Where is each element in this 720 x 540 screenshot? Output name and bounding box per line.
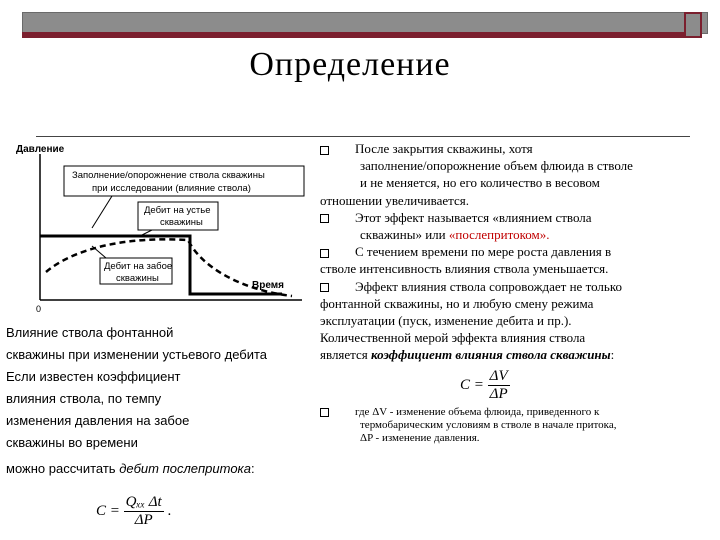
right-formula-c: C = [460, 376, 484, 393]
annotation-bottom-line1: Дебит на забое [104, 261, 173, 272]
bullet-4-line3: эксплуатации (пуск, изменение дебита и пр.). [320, 313, 572, 329]
right-formula-denominator: ΔP [489, 385, 508, 402]
left-formula-c: C = [96, 502, 120, 519]
left-line-3: Если известен коэффициент [6, 369, 181, 384]
left-line-2: скважины при изменении устьевого дебита [6, 347, 268, 362]
bullet-4-line5: является коэффициент влияния ствола скважины: [320, 347, 615, 363]
bullet-1-line3: и не меняется, но его количество в весовом [360, 175, 600, 191]
annotation-surface-line1: Дебит на устье [144, 205, 211, 216]
annotation-fill-line1: Заполнение/опорожнение ствола скважины [72, 170, 265, 181]
wellbore-storage-chart [12, 140, 312, 320]
bullet-3-line2: стволе интенсивность влияния ствола уменьшается. [320, 261, 609, 277]
left-formula-denominator: ΔP [134, 512, 153, 528]
bullet-square-icon [320, 214, 329, 223]
bullet-4: Эффект влияния ствола сопровождает не только [320, 278, 716, 295]
annotation-fill-line2: при исследовании (влияние ствола) [92, 183, 251, 194]
left-formula-numerator: Qₓₓ Δt [125, 494, 162, 510]
annotation-bottom-arrow [92, 246, 106, 258]
bullet-1: После закрытия скважины, хотя [320, 140, 716, 157]
right-formula [460, 368, 720, 408]
slide-title: Определение [249, 46, 451, 83]
left-line-1: Влияние ствола фонтанной [6, 325, 174, 340]
bullet-5-line2: термобарическим условиям в стволе в начале притока, [360, 418, 617, 431]
left-line-5: изменения давления на забое [6, 413, 190, 428]
annotation-fill-arrow [92, 196, 112, 228]
bullet-square-icon [320, 283, 329, 292]
bullet-5: где ΔV - изменение объема флюида, приведенного к [320, 406, 716, 419]
bullet-1-line4: отношении увеличивается. [320, 192, 469, 208]
bullet-4-line4: Количественной мерой эффекта влияния ствола [320, 330, 586, 346]
right-bullets [320, 140, 716, 445]
title-rule [36, 136, 690, 137]
title-bar [22, 12, 708, 34]
y-axis-label: Давление [16, 144, 65, 155]
bullet-square-icon [320, 249, 329, 258]
left-line-7: можно рассчитать дебит послепритока: [6, 461, 255, 476]
left-formula-dot: . [167, 502, 172, 519]
bullet-square-icon [320, 146, 329, 155]
x-axis-label: Время [252, 280, 284, 291]
right-formula-numerator: ΔV [488, 368, 510, 386]
left-line-4: влияния ствола, по темпу [6, 391, 162, 406]
annotation-surface-line2: скважины [160, 217, 203, 228]
title-bar-box [684, 12, 702, 38]
origin-label: 0 [36, 304, 42, 314]
bullet-3: С течением времени по мере роста давления в [320, 243, 716, 260]
left-description [6, 322, 316, 480]
title-bar-accent [22, 32, 684, 38]
left-line-6: скважины во времени [6, 435, 138, 450]
bullet-5-line3: ΔP - изменение давления. [360, 431, 480, 444]
bullet-square-icon [320, 408, 329, 417]
bullet-1-line2: заполнение/опорожнение объем флюида в стволе [360, 158, 633, 174]
annotation-bottom-line2: скважины [116, 273, 159, 284]
left-formula [96, 494, 171, 529]
bullet-2-line2: скважины» или «послепритоком». [360, 227, 550, 243]
bullet-4-line2: фонтанной скважины, но и любую смену режима [320, 295, 594, 311]
bullet-2: Этот эффект называется «влиянием ствола [320, 209, 716, 226]
